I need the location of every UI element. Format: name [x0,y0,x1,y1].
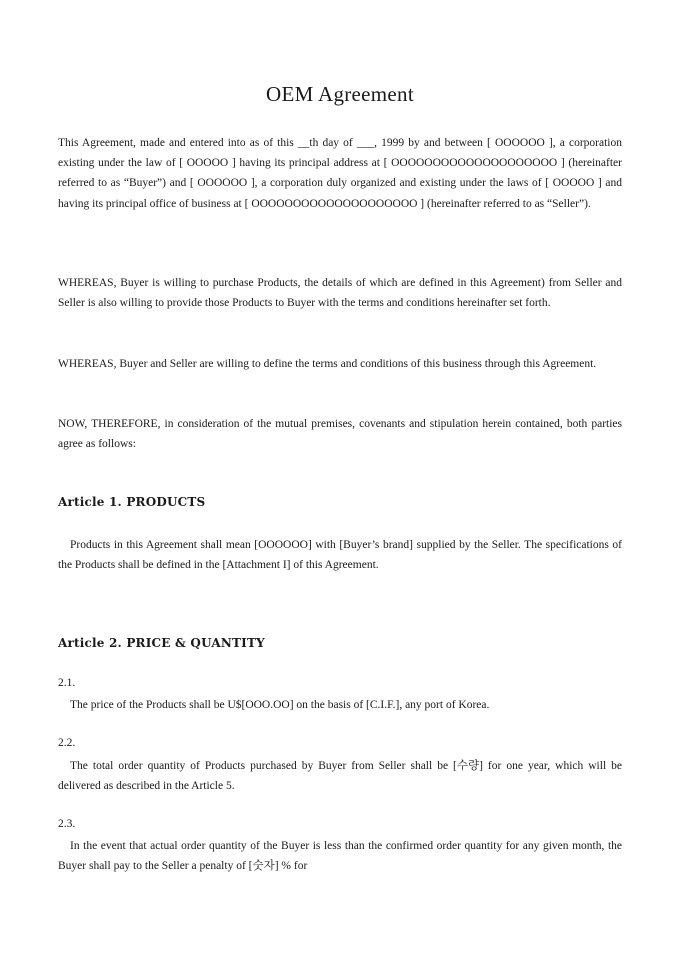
article-2-heading: Article 2. PRICE & QUANTITY [58,636,265,650]
clause-number: 2.1. [58,677,76,689]
clause-text: The total order quantity of Products purchased by Buyer from Seller shall be [수량] for one year, which will be delivered as described in the Article 5. [58,760,622,793]
whereas-paragraph-1: WHEREAS, Buyer is willing to purchase Products, the details of which are defined in this Agreement) from Seller and Seller is also willing to provide those Products to Buyer with the terms and conditions hereinafter set forth. [58,277,622,310]
article-1-heading: Article 1. PRODUCTS [58,495,206,509]
whereas-paragraph-2: WHEREAS, Buyer and Seller are willing to define the terms and conditions of this business through this Agreement. [58,358,597,370]
article-1-text: Products in this Agreement shall mean [OOOOOO] with [Buyer’s brand] supplied by the Seller. The specifications of the Products shall be defined in the [Attachment I] of this Agreement. [58,539,622,572]
now-therefore-paragraph: NOW, THEREFORE, in consideration of the mutual premises, covenants and stipulation herein contained, both parties agree as follows: [58,418,622,451]
clause-text: The price of the Products shall be U$[OOO.OO] on the basis of [C.I.F.], any port of Korea. [70,699,490,711]
clause-text: In the event that actual order quantity of the Buyer is less than the confirmed order quantity for any given month, the Buyer shall pay to the Seller a penalty of [숫자] % for [58,840,622,873]
clause-number: 2.3. [58,818,76,830]
clause-number: 2.2. [58,737,76,749]
intro-paragraph: This Agreement, made and entered into as of this __th day of ___, 1999 by and between [ OOOOOO ], a corporation existing under the law of [ OOOOO ] having its principal address at [ OOOOOOOOOOOOOOOOOOOO ] (hereinafter referred to as “Buyer”) and [ OOOOOO ], a corporation duly organized and existing under the laws of [ OOOOO ] and having its principal office of business at [ OOOOOOOOOOOOOOOOOOOO ] (hereinafter referred to as “Seller”). [58,137,622,210]
document-title: OEM Agreement [266,82,414,106]
